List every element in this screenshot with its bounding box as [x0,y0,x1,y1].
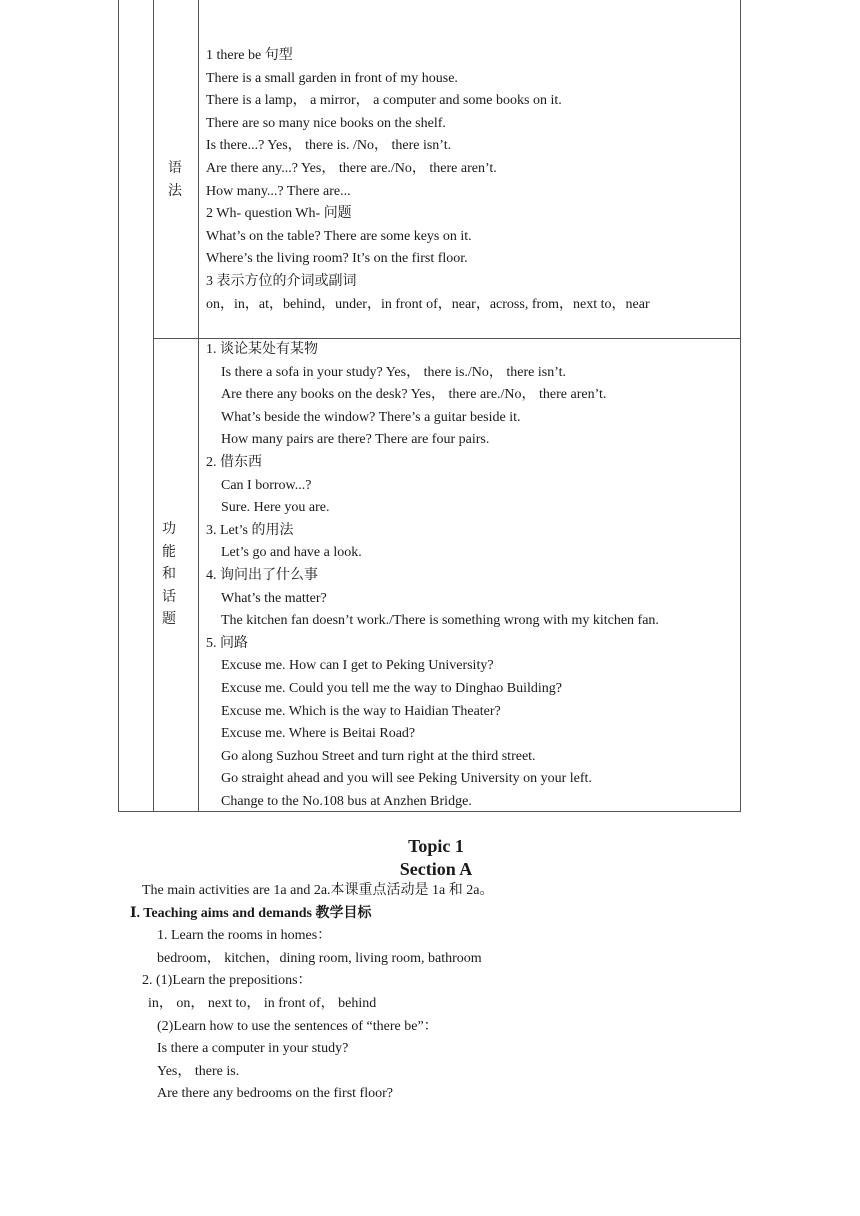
topic-title: Topic 1 [408,836,464,856]
grammar-category-char: 法 [168,183,182,199]
function-line: What’s beside the window? There’s a guitar beside it. [221,409,521,425]
function-line: Sure. Here you are. [221,500,330,516]
function-line: 5. 问路 [206,635,248,651]
grammar-category [158,158,192,203]
function-line: 1. 谈论某处有某物 [206,342,318,357]
function-line: Excuse me. Which is the way to Haidian Theater? [221,703,501,719]
grammar-line: There is a small garden in front of my house. [206,70,458,86]
function-line: 2. 借东西 [206,454,262,470]
function-line: Go straight ahead and you will see Peking University on your left. [221,771,592,787]
intro-line: The main activities are 1a and 2a.本课重点活动是 1a 和 2a。 [142,883,494,898]
function-category-char: 功 [162,522,176,537]
aims-line: 1. Learn the rooms in homes： [157,928,332,944]
function-line: Excuse me. Could you tell me the way to Dinghao Building? [221,680,562,696]
function-content [206,339,732,813]
function-category-char: 话 [162,589,176,605]
grammar-line: 3 表示方位的介词或副词 [206,273,357,289]
function-line: Excuse me. Where is Beitai Road? [221,726,416,742]
aims-list [142,925,840,1106]
column-divider-2 [198,0,199,811]
function-line: Excuse me. How can I get to Peking University? [221,658,494,674]
function-line: How many pairs are there? There are four pairs. [221,432,490,448]
summary-table [118,0,741,812]
grammar-line: Are there any...? Yes， there are./No， there aren’t. [206,160,497,176]
grammar-line: 2 Wh- question Wh- 问题 [206,206,352,222]
function-category-char: 能 [162,544,176,560]
grammar-line: There is a lamp， a mirror， a computer and some books on it. [206,93,562,109]
function-line: Let’s go and have a look. [221,545,362,561]
grammar-line: 1 there be 句型 [206,48,293,63]
function-line: 4. 询问出了什么事 [206,567,318,583]
section-title: Section A [399,859,473,879]
aims-line: Are there any bedrooms on the first floor? [157,1086,393,1102]
function-category-char: 题 [162,612,176,627]
aims-line: (2)Learn how to use the sentences of “there be”： [157,1018,438,1034]
aims-line: bedroom， kitchen，dining room, living room, bathroom [157,950,482,966]
function-line: Can I borrow...? [221,477,312,493]
grammar-line: How many...? There are... [206,183,351,199]
grammar-line: There are so many nice books on the shelf. [206,115,446,131]
function-line: Go along Suzhou Street and turn right at the third street. [221,748,536,764]
function-line: What’s the matter? [221,590,327,606]
function-line: The kitchen fan doesn’t work./There is something wrong with my kitchen fan. [221,613,659,629]
grammar-line: Is there...? Yes， there is. /No， there isn’t. [206,138,452,154]
grammar-line: What’s on the table? There are some keys on it. [206,228,472,244]
aims-line: Is there a computer in your study? [157,1041,349,1057]
function-line: 3. Let’s 的用法 [206,522,294,538]
function-line: Change to the No.108 bus at Anzhen Bridge. [221,793,472,809]
aims-line: Yes， there is. [157,1063,240,1079]
section-heading: Ⅰ. Teaching aims and demands 教学目标 [130,905,372,921]
function-category-char: 和 [162,567,176,582]
aims-line: in， on， next to， in front of， behind [148,995,377,1011]
grammar-line: Where’s the living room? It’s on the first floor. [206,251,468,267]
aims-line: 2. (1)Learn the prepositions： [142,973,312,989]
function-line: Are there any books on the desk? Yes， there are./No， there aren’t. [221,387,607,403]
grammar-category-char: 语 [168,161,182,176]
grammar-line: on，in，at，behind，under，in front of，near，across, from，next to，near [206,296,650,312]
lesson-body [130,880,840,1106]
grammar-content [206,45,732,316]
function-line: Is there a sofa in your study? Yes， there is./No， there isn’t. [221,364,567,380]
function-category [152,519,186,632]
column-divider-1 [153,0,154,811]
